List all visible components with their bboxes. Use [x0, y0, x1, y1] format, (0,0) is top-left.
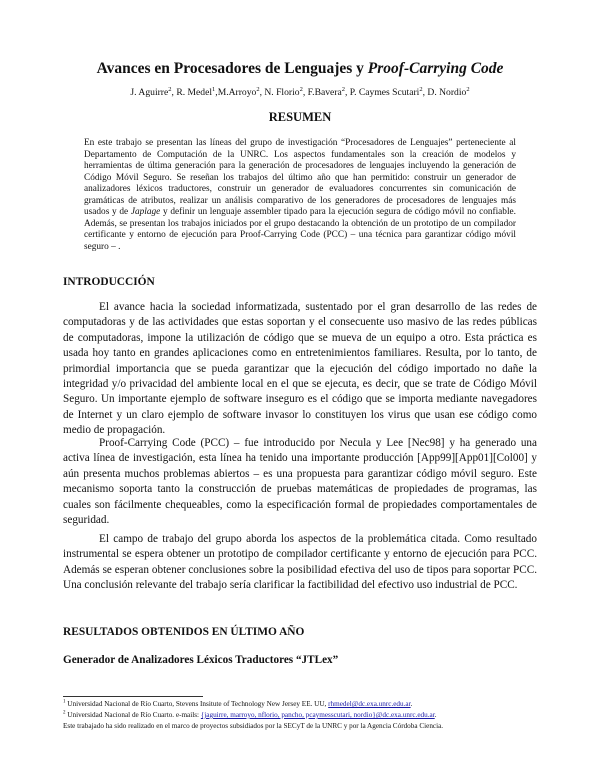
abstract-text [84, 138, 516, 253]
title-italic: Proof-Carrying Code [367, 60, 504, 77]
footnote-rule [63, 696, 203, 697]
footnote-3: Este trabajado ha sido realizado en el marco de proyectos subsidiados por la SECyT de la UNRC y por la Agencia Córdoba Ciencia. [63, 722, 444, 730]
author: N. Florio [264, 87, 300, 98]
abstract-part: En este trabajo se presentan las líneas del grupo de investigación “Procesadores de Lenguajes” perteneciente al Departamento de Computación de la UNRC. Los aspectos fundamentales son la creación de modelos y herramientas de última generación para la generación de procesadores de lenguajes incluyendo la generación de Código Móvil Seguro. Se reseñan los trabajos del último año que han permitido: construir un generador de analizadores léxicos traductores, construir un generador de evaluadores concurrentes sin comunicación de gramáticas de atributos, realizar un análisis comparativo de los generadores de procesadores de lenguajes más usados y de [84, 138, 516, 218]
email-link[interactable]: rhmedel@dc.exa.unrc.edu.ar [328, 700, 411, 708]
author-list [0, 87, 600, 98]
abstract-italic-term: Japlage [130, 207, 161, 218]
affiliation-mark: 2 [299, 85, 303, 93]
footnote-mark: 1 [63, 699, 66, 705]
author: D. Nordio [427, 87, 467, 98]
author-separator: , [345, 87, 350, 98]
author: F.Bavera [307, 87, 342, 98]
intro-paragraph-3: El campo de trabajo del grupo aborda los aspectos de la problemática citada. Como resultado instrumental se espera obtener un prototipo de compilador certificante y entorno de ejecución para PCC. Además se esperan obtener conclusiones sobre la posibilidad efectiva del uso de tipos para soportar PCC. Una conclusión relevante del trabajo sería clarificar la factibilidad del efectivo uso industrial de PCC. [63, 533, 537, 592]
author-separator: , [302, 87, 308, 98]
affiliation-mark: 2 [419, 85, 423, 93]
abstract-part: y definir un lenguaje assembler tipado para la ejecución segura de código móvil no confiable. Además, se presentan los trabajos iniciados por el grupo destacando la obtención de un prototipo de un compilador certificante y entorno de ejecución para Proof-Carrying Code (PCC) – una técnica para garantizar código móvil seguro – . [84, 207, 516, 252]
author-separator: , [422, 87, 428, 98]
affiliation-mark: 1 [212, 85, 216, 93]
footnote-end: . [410, 700, 413, 708]
email-link[interactable]: {jaguirre, marroyo, nflorio, pancho, pcaymesscutari, nordio}@dc.exa.unrc.edu.ar [200, 711, 435, 719]
footnote-end: . [434, 711, 437, 719]
section-heading-resultados: RESULTADOS OBTENIDOS EN ÚLTIMO AÑO [63, 626, 305, 638]
section-heading-introduccion: INTRODUCCIÓN [63, 276, 155, 288]
affiliation-mark: 2 [341, 85, 345, 93]
paper-title [0, 60, 600, 78]
author-separator: , [259, 87, 265, 98]
author: M.Arroyo [217, 87, 257, 98]
footnote-1 [63, 700, 543, 709]
footnote-mark: 2 [63, 710, 66, 716]
subsection-heading-jtlex: Generador de Analizadores Léxicos Traductores “JTLex” [63, 654, 339, 666]
intro-paragraph-1: El avance hacia la sociedad informatizada, sustentado por el gran desarrollo de las redes de computadoras y de las actividades que estas soportan y el consecuente uso masivo de las redes públicas de computadoras, impone la utilización de código que se mueva de un equipo a otro. Esta práctica es usada hoy tanto en grandes aplicaciones como en entretenimientos familiares. Resulta, por lo tanto, de primordial importancia que se pueda garantizar que la ejecución del código importado no dañe la integridad y/o privacidad del ambiente local en el que se ejecuta, es decir, que se trate de Código Móvil Seguro. Un importante ejemplo de software inseguro es el código que se importa mediante navegadores de Internet y un claro ejemplo de software invasor lo constituyen los virus que usan ese código como medio de propagación. [63, 301, 537, 437]
author: J. Aguirre [130, 87, 169, 98]
intro-paragraph-2: Proof-Carrying Code (PCC) – fue introducido por Necula y Lee [Nec98] y ha generado una activa línea de investigación, esta línea ha tenido una importante producción [App99][App01][Col00] y aún presenta muchos problemas abiertos – es una propuesta para garantizar código móvil seguro. Este mecanismo soporta tanto la construcción de pruebas matemáticas de propiedades de programas, las cuales son fácilmente chequeables, como la especificación formal de propiedades comportamentales de seguridad. [63, 437, 537, 527]
footnote-text: Universidad Nacional de Río Cuarto, Stevens Insitute of Technology New Jersey EE. UU, [65, 700, 329, 708]
footnote-2 [63, 711, 543, 720]
author-separator: , [215, 87, 218, 98]
author: P. Caymes Scutari [349, 87, 420, 98]
author-separator: , [171, 87, 177, 98]
author: R. Medel [176, 87, 213, 98]
title-main: Avances en Procesadores de Lenguajes y [96, 60, 368, 77]
abstract-heading: RESUMEN [268, 110, 332, 124]
affiliation-mark: 2 [256, 85, 260, 93]
footnote-text: Universidad Nacional de Río Cuarto. e-mails: [65, 711, 201, 719]
affiliation-mark: 2 [168, 85, 172, 93]
affiliation-mark: 2 [466, 85, 470, 93]
